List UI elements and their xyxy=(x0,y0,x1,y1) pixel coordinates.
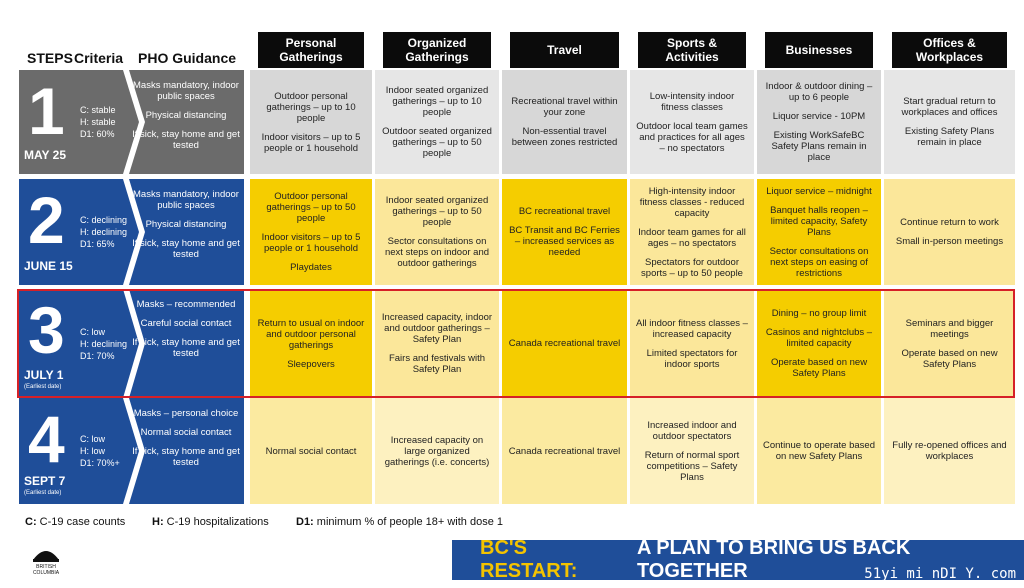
pho-guidance-header: PHO Guidance xyxy=(138,50,237,66)
criteria-header: Criteria xyxy=(74,50,124,66)
bc-logo: BRITISH COLUMBIA xyxy=(24,540,68,576)
cell-item: High-intensity indoor fitness classes - reduced capacity xyxy=(639,185,745,219)
step-pho-guidance xyxy=(130,189,242,268)
cell-item: Indoor visitors – up to 5 people or 1 household xyxy=(261,131,361,154)
cell-step2-col6 xyxy=(884,179,1015,285)
cell-item: Indoor seated organized gatherings – up to 10 people xyxy=(385,85,489,118)
step-pho-guidance xyxy=(130,80,242,159)
criteria-line: D1: 70% xyxy=(80,350,115,361)
cell-item: Small in-person meetings xyxy=(895,236,1004,247)
cell-step2-col1 xyxy=(250,179,372,285)
cell-item: Spectators for outdoor sports – up to 50 people xyxy=(641,256,743,279)
cell-item: Existing WorkSafeBC Safety Plans remain in place xyxy=(771,130,867,163)
cell-item: BC recreational travel xyxy=(518,206,611,217)
cell-item: Start gradual return to workplaces and offices xyxy=(901,96,998,118)
cell-item: Recreational travel within your zone xyxy=(511,96,618,118)
cell-step1-col1 xyxy=(250,70,372,174)
cell-item: Return of normal sport competitions – Safety Plans xyxy=(644,449,740,483)
cell-item: Non-essential travel between zones restricted xyxy=(511,126,618,148)
step-number: 3 xyxy=(28,293,65,367)
bc-crown-icon xyxy=(31,540,61,562)
category-header-1: Organized Gatherings xyxy=(383,32,491,68)
pho-item: Physical distancing xyxy=(145,219,227,230)
step-criteria xyxy=(80,104,116,140)
criteria-line: D1: 65% xyxy=(80,239,115,249)
cell-step2-col3 xyxy=(502,179,627,285)
legend-hospitalizations: H: C-19 hospitalizations xyxy=(152,516,269,528)
criteria-line: D1: 70%+ xyxy=(80,458,120,468)
step-criteria xyxy=(80,433,120,469)
banner-text: A PLAN TO BRING US BACK TOGETHER xyxy=(636,537,911,582)
cell-item: Playdates xyxy=(290,262,332,273)
pho-item: Masks – recommended xyxy=(136,299,236,310)
cell-item: Canada recreational travel xyxy=(508,338,621,349)
criteria-line: H: declining xyxy=(80,338,128,349)
pho-item: Masks – personal choice xyxy=(133,408,239,419)
step-earliest-date: (Earliest date) xyxy=(24,384,62,390)
cell-item: Sleepovers xyxy=(287,358,335,370)
step-number: 2 xyxy=(28,183,65,257)
cell-item: Indoor & outdoor dining – up to 6 people xyxy=(765,81,873,103)
step-3-highlight-box xyxy=(17,289,1015,398)
cell-step1-col3 xyxy=(502,70,627,174)
pho-item: If sick, stay home and get tested xyxy=(132,238,240,260)
cell-item: Continue return to work xyxy=(900,217,999,228)
legend-dose1: D1: minimum % of people 18+ with dose 1 xyxy=(296,516,503,528)
cell-step2-col5 xyxy=(757,179,881,285)
category-header-2: Travel xyxy=(510,32,619,68)
step-pho-guidance xyxy=(130,408,242,476)
cell-item: BC Transit and BC Ferries – increased services as needed xyxy=(509,225,620,258)
cell-item: Indoor seated organized gatherings – up to 50 people xyxy=(385,195,489,228)
step-criteria xyxy=(80,214,127,250)
cell-step2-col2 xyxy=(375,179,499,285)
cell-item: Sector consultations on next steps on easing of restrictions xyxy=(769,245,869,279)
cell-item: Operate based on new Safety Plans xyxy=(770,357,868,379)
pho-item: If sick, stay home and get tested xyxy=(132,446,240,468)
criteria-line: H: stable xyxy=(80,117,116,127)
pho-item: If sick, stay home and get tested xyxy=(132,129,240,151)
cell-item: Low-intensity indoor fitness classes xyxy=(649,90,735,113)
cell-item: All indoor fitness classes – increased capacity xyxy=(636,317,748,340)
category-header-5: Offices & Workplaces xyxy=(892,32,1007,68)
category-header-0: Personal Gatherings xyxy=(258,32,364,68)
step-date: JULY 1 xyxy=(24,368,64,382)
cell-step4-col4 xyxy=(630,398,754,504)
cell-step1-col6 xyxy=(884,70,1015,174)
cell-item: Normal social contact xyxy=(265,445,357,457)
pho-item: Careful social contact xyxy=(140,318,232,329)
cell-item: Fairs and festivals with Safety Plan xyxy=(388,353,486,375)
criteria-line: H: declining xyxy=(80,227,128,237)
step-number: 1 xyxy=(28,74,65,148)
criteria-line: C: low xyxy=(80,326,106,337)
cell-item: Fully re-opened offices and workplaces xyxy=(892,440,1007,462)
cell-item: Casinos and nightclubs – limited capacity xyxy=(765,327,873,349)
pho-item: Normal social contact xyxy=(140,427,232,438)
cell-item: Operate based on new Safety Plans xyxy=(901,347,998,370)
cell-item: Increased capacity, indoor and outdoor gatherings – Safety Plan xyxy=(381,312,493,345)
cell-item: Seminars and bigger meetings xyxy=(905,317,994,340)
category-header-3: Sports & Activities xyxy=(638,32,746,68)
cell-item: Return to usual on indoor and outdoor personal gatherings xyxy=(257,317,365,351)
step-date: SEPT 7 xyxy=(24,474,66,488)
cell-item: Limited spectators for indoor sports xyxy=(646,347,738,370)
cell-step1-col4 xyxy=(630,70,754,174)
cell-item: Sector consultations on next steps on indoor and outdoor gatherings xyxy=(384,236,490,269)
criteria-line: C: low xyxy=(80,434,106,444)
cell-step4-col3 xyxy=(502,398,627,504)
cell-item: Increased indoor and outdoor spectators xyxy=(647,419,737,442)
pho-item: Masks mandatory, indoor public spaces xyxy=(133,80,239,102)
cell-item: Continue to operate based on new Safety Plans xyxy=(763,440,875,462)
cell-item: Outdoor personal gatherings – up to 10 people xyxy=(266,90,356,124)
step-number: 4 xyxy=(28,402,65,476)
cell-item: Dining – no group limit xyxy=(771,308,867,319)
pho-item: If sick, stay home and get tested xyxy=(132,337,240,359)
cell-step4-col5 xyxy=(757,398,881,504)
cell-item: Banquet halls reopen – limited capacity, Safety Plans xyxy=(770,204,868,238)
cell-item: Indoor team games for all ages – no spectators xyxy=(638,226,746,249)
cell-item: Canada recreational travel xyxy=(508,445,621,457)
criteria-line: C: stable xyxy=(80,105,116,115)
criteria-line: D1: 60% xyxy=(80,129,115,139)
cell-step1-col5 xyxy=(757,70,881,174)
criteria-line: C: declining xyxy=(80,215,128,225)
cell-item: Outdoor seated organized gatherings – up to 50 people xyxy=(382,126,492,159)
legend-cases: C: C-19 case counts xyxy=(25,516,126,528)
cell-item: Outdoor local team games and practices for all ages – no spectators xyxy=(636,120,748,154)
cell-step4-col2 xyxy=(375,398,499,504)
cell-item: Existing Safety Plans remain in place xyxy=(904,126,995,148)
step-date: MAY 25 xyxy=(24,148,67,162)
banner-accent: BC'S RESTART: xyxy=(480,537,578,582)
cell-item: Indoor visitors – up to 5 people or 1 household xyxy=(261,232,361,254)
category-header-4: Businesses xyxy=(765,32,873,68)
cell-item: Increased capacity on large organized gatherings (i.e. concerts) xyxy=(384,434,490,468)
criteria-line: H: low xyxy=(80,446,106,456)
pho-item: Physical distancing xyxy=(145,110,227,121)
cell-item: Liquor service – midnight xyxy=(766,185,872,197)
cell-step1-col2 xyxy=(375,70,499,174)
watermark: 51yi mi nDI Y. com xyxy=(864,566,1016,582)
steps-header: STEPS xyxy=(27,50,73,66)
step-date: JUNE 15 xyxy=(24,259,73,273)
cell-item: Liquor service - 10PM xyxy=(772,111,866,122)
cell-step4-col6 xyxy=(884,398,1015,504)
step-earliest-date: (Earliest date) xyxy=(24,490,62,496)
pho-item: Masks mandatory, indoor public spaces xyxy=(133,189,239,211)
cell-step4-col1 xyxy=(250,398,372,504)
cell-item: Outdoor personal gatherings – up to 50 people xyxy=(266,191,356,224)
cell-step2-col4 xyxy=(630,179,754,285)
